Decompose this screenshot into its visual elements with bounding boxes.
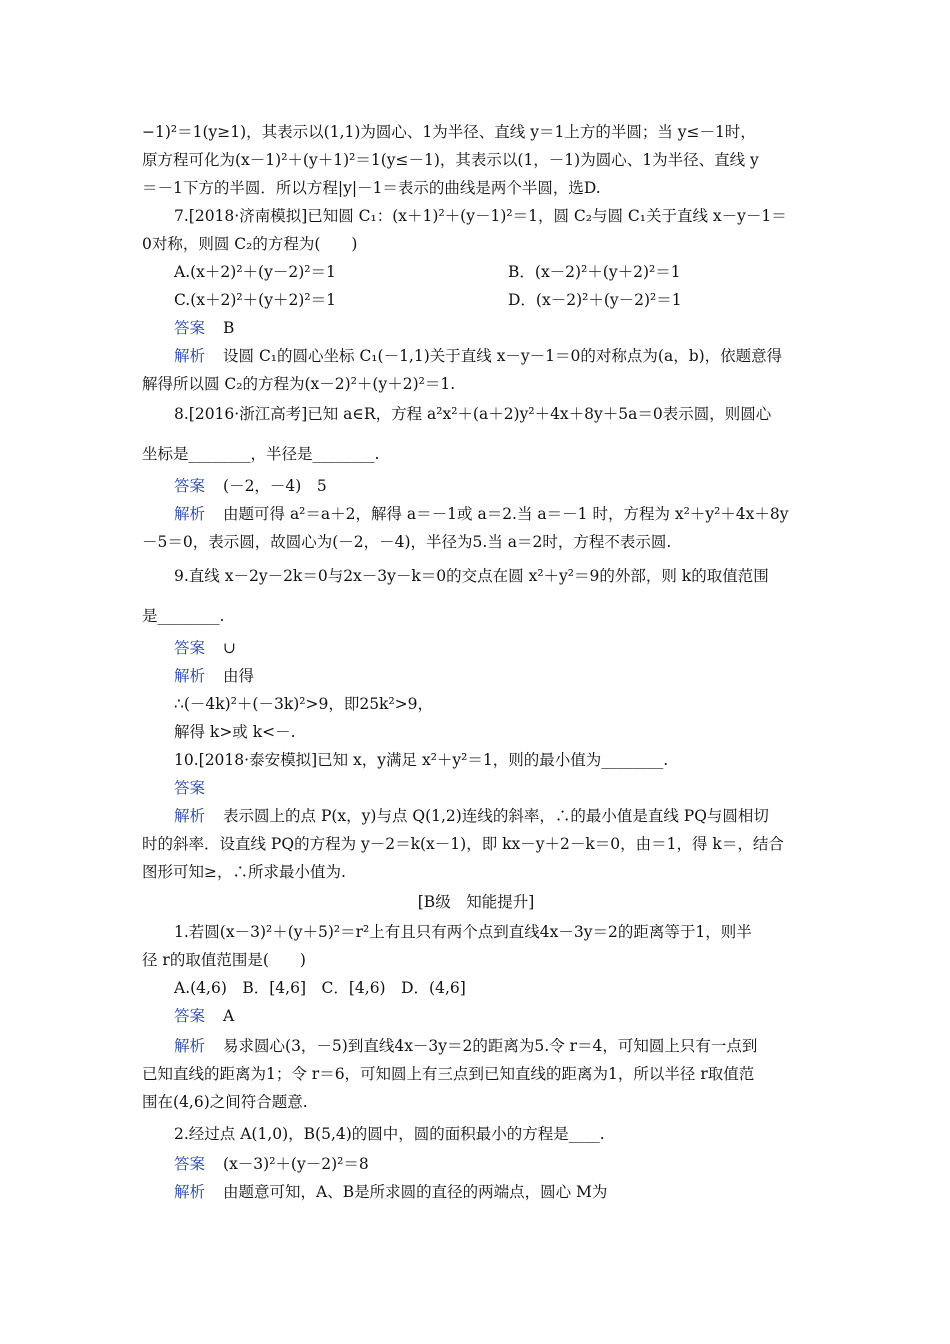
b-question-1-stem: 1.若圆(x－3)²＋(y＋5)²＝r²上有且只有两个点到直线4x－3y＝2的距离等于1，则半: [174, 923, 752, 941]
question-7-analysis-cont: 解得所以圆 C₂的方程为(x－2)²＋(y＋2)²＝1.: [142, 375, 456, 393]
b-question-2-stem: 2.经过点 A(1,0)，B(5,4)的圆中，圆的面积最小的方程是____.: [174, 1125, 605, 1143]
answer-label: 答案: [174, 477, 206, 495]
b-question-1-analysis: [142, 1032, 810, 1060]
question-9-stem: 9.直线 x－2y－2k＝0与2x－3y－k＝0的交点在圆 x²＋y²＝9的外部，则 k的取值范围: [174, 567, 769, 585]
section-heading: [B级 知能提升]: [417, 893, 535, 911]
question-10-analysis: [142, 802, 810, 830]
b-question-1-options: A.(4,6) B．[4,6] C．[4,6) D．(4,6]: [174, 979, 466, 997]
answer-label: 答案: [174, 639, 206, 657]
analysis-text: 表示圆上的点 P(x，y)与点 Q(1,2)连线的斜率，∴的最小值是直线 PQ与圆相切: [223, 807, 769, 825]
analysis-text: 由得: [223, 667, 255, 685]
analysis-text: 由题可得 a²＝a＋2，解得 a＝－1或 a＝2.当 a＝－1 时，方程为 x²＋y²＋4x＋8y: [223, 505, 789, 523]
b-question-2-analysis: [142, 1178, 810, 1206]
option-a: A.(x＋2)²＋(y－2)²＝1: [174, 263, 336, 281]
question-7-analysis: [142, 342, 810, 370]
text-line: 原方程可化为(x－1)²＋(y＋1)²＝1(y≤－1)，其表示以(1，－1)为圆心、1为半径、直线 y: [142, 151, 759, 169]
question-10-answer: [142, 774, 810, 802]
question-10-stem: 10.[2018·泰安模拟]已知 x，y满足 x²＋y²＝1，则的最小值为________.: [174, 751, 669, 769]
question-10-analysis-cont: 图形可知≥，∴所求最小值为.: [142, 863, 346, 881]
question-8-stem: 8.[2016·浙江高考]已知 a∈R，方程 a²x²＋(a＋2)y²＋4x＋8y＋5a＝0表示圆，则圆心: [174, 405, 772, 423]
text-line: ＝－1下方的半圆．所以方程|y|－1＝表示的曲线是两个半圆，选D.: [142, 179, 601, 197]
question-7-answer: [142, 314, 810, 342]
b-question-1-analysis-cont: 已知直线的距离为1；令 r＝6，可知圆上有三点到已知直线的距离为1，所以半径 r取值范: [142, 1065, 755, 1083]
answer-value: (x－3)²＋(y－2)²＝8: [223, 1155, 369, 1173]
b-question-2-answer: [142, 1150, 810, 1178]
question-9-analysis-cont: 解得 k>或 k<－.: [174, 723, 296, 741]
option-c: C.(x＋2)²＋(y＋2)²＝1: [174, 291, 336, 309]
b-question-1-analysis-cont: 围在(4,6)之间符合题意.: [142, 1093, 308, 1111]
option-b: B．(x－2)²＋(y＋2)²＝1: [508, 263, 681, 281]
answer-label: 答案: [174, 319, 206, 337]
answer-value: A: [223, 1007, 235, 1025]
analysis-text: 由题意可知，A、B是所求圆的直径的两端点，圆心 M为: [223, 1183, 608, 1201]
analysis-label: 解析: [174, 347, 206, 365]
text-line: −1)²＝1(y≥1)，其表示以(1,1)为圆心、1为半径、直线 y＝1上方的半圆；当 y≤－1时，: [142, 123, 756, 141]
answer-value: ∪: [223, 639, 237, 657]
question-8-stem-cont: 坐标是________，半径是________.: [142, 445, 380, 463]
document-page: [142, 118, 810, 1206]
analysis-label: 解析: [174, 667, 206, 685]
analysis-label: 解析: [174, 807, 206, 825]
question-7-options-ab: [142, 258, 810, 286]
question-7-stem-cont: 0对称，则圆 C₂的方程为( ): [142, 235, 358, 253]
b-question-1-answer: [142, 1002, 810, 1030]
question-8-analysis-cont: －5＝0，表示圆，故圆心为(－2，－4)，半径为5.当 a＝2时，方程不表示圆.: [142, 533, 672, 551]
question-9-analysis-cont: ∴(－4k)²＋(－3k)²>9，即25k²>9，: [174, 695, 434, 713]
question-7-stem: 7.[2018·济南模拟]已知圆 C₁：(x＋1)²＋(y－1)²＝1，圆 C₂与圆 C₁关于直线 x－y－1＝: [174, 207, 787, 225]
b-question-1-stem-cont: 径 r的取值范围是( ): [142, 951, 306, 969]
question-10-analysis-cont: 时的斜率．设直线 PQ的方程为 y－2＝k(x－1)，即 kx－y＋2－k＝0，由＝1，得 k＝，结合: [142, 835, 784, 853]
question-9-answer: [142, 634, 810, 662]
answer-label: 答案: [174, 779, 206, 797]
answer-value: B: [223, 319, 235, 337]
option-d: D．(x－2)²＋(y－2)²＝1: [508, 291, 682, 309]
analysis-label: 解析: [174, 1183, 206, 1201]
answer-value: (－2，－4) 5: [223, 477, 327, 495]
answer-label: 答案: [174, 1007, 206, 1025]
question-9-analysis: [142, 662, 810, 690]
question-8-answer: [142, 472, 810, 500]
analysis-text: 设圆 C₁的圆心坐标 C₁(－1,1)关于直线 x－y－1＝0的对称点为(a，b)，依题意得: [223, 347, 783, 365]
question-9-stem-cont: 是________.: [142, 607, 225, 625]
analysis-label: 解析: [174, 1037, 206, 1055]
analysis-label: 解析: [174, 505, 206, 523]
question-7-options-cd: [142, 286, 810, 314]
analysis-text: 易求圆心(3，－5)到直线4x－3y＝2的距离为5.令 r＝4，可知圆上只有一点到: [223, 1037, 758, 1055]
question-8-analysis: [142, 500, 810, 528]
answer-label: 答案: [174, 1155, 206, 1173]
